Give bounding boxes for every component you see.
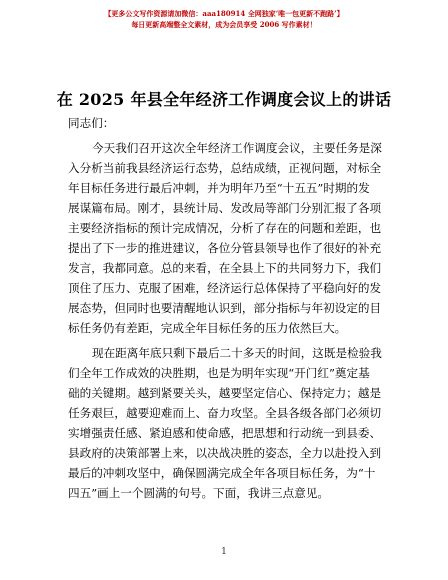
text-line: 实增强责任感、紧迫感和使命感，把思想和行动统一到县委、 [68,426,382,440]
text-line: 础的关键期。越到紧要关头，越要坚定信心、保持定力；越是 [68,386,382,400]
text-line: 展谋篇布局。刚才，县统计局、发改局等部门分别汇报了各项 [68,201,382,215]
text-line: 现在距离年底只剩下最后二十多天的时间，这既是检验我 [92,346,382,360]
text-line: 今天我们召开这次全年经济工作调度会议，主要任务是深 [92,141,382,155]
text-line: 标任务仍有差距，完成全年目标任务的压力依然巨大。 [68,321,347,335]
text-line: 发言，我都同意。总的来看，在全县上下的共同努力下，我们 [68,261,382,275]
document-title: 在 2025 年县全年经济工作调度会议上的讲话 [56,90,392,109]
page-number: 1 [221,547,227,557]
text-line: 们全年工作成效的决胜期，也是为明年实现“开门红”奠定基 [68,366,370,380]
text-line: 主要经济指标的预计完成情况，分析了存在的问题和差距，也 [68,221,382,235]
salutation: 同志们： [68,116,115,130]
text-line: 展态势，但同时也要清醒地认识到，部分指标与年初设定的目 [68,301,382,315]
text-line: 顶住了压力、克服了困难，经济运行总体保持了平稳向好的发 [68,281,382,295]
text-line: 四五”画上一个圆满的句号。下面，我讲三点意见。 [68,486,329,500]
text-line: 任务艰巨，越要迎难而上、奋力攻坚。全县各级各部门必须切 [68,406,382,420]
text-line: 提出了下一步的推进建议，各位分管县领导也作了很好的补充 [68,241,382,255]
text-line: 县政府的决策部署上来，以决战决胜的姿态，全力以赴投入到 [68,446,382,460]
text-line: 入分析当前我县经济运行态势，总结成绩，正视问题，对标全 [68,161,382,175]
text-line: 年目标任务进行最后冲刺，并为明年乃至“十五五”时期的发 [68,181,370,195]
promo-banner-line-2: 每日更新高端整全文素材，成为会员享受 2006 写作素材！ [131,20,317,29]
promo-banner-line-1: 【更多公文写作资源请加微信：aaa180914 全网独家‘唯一包更新不跑路’】 [104,9,344,18]
text-line: 最后的冲刺攻坚中，确保圆满完成全年各项目标任务，为“十 [68,466,376,480]
